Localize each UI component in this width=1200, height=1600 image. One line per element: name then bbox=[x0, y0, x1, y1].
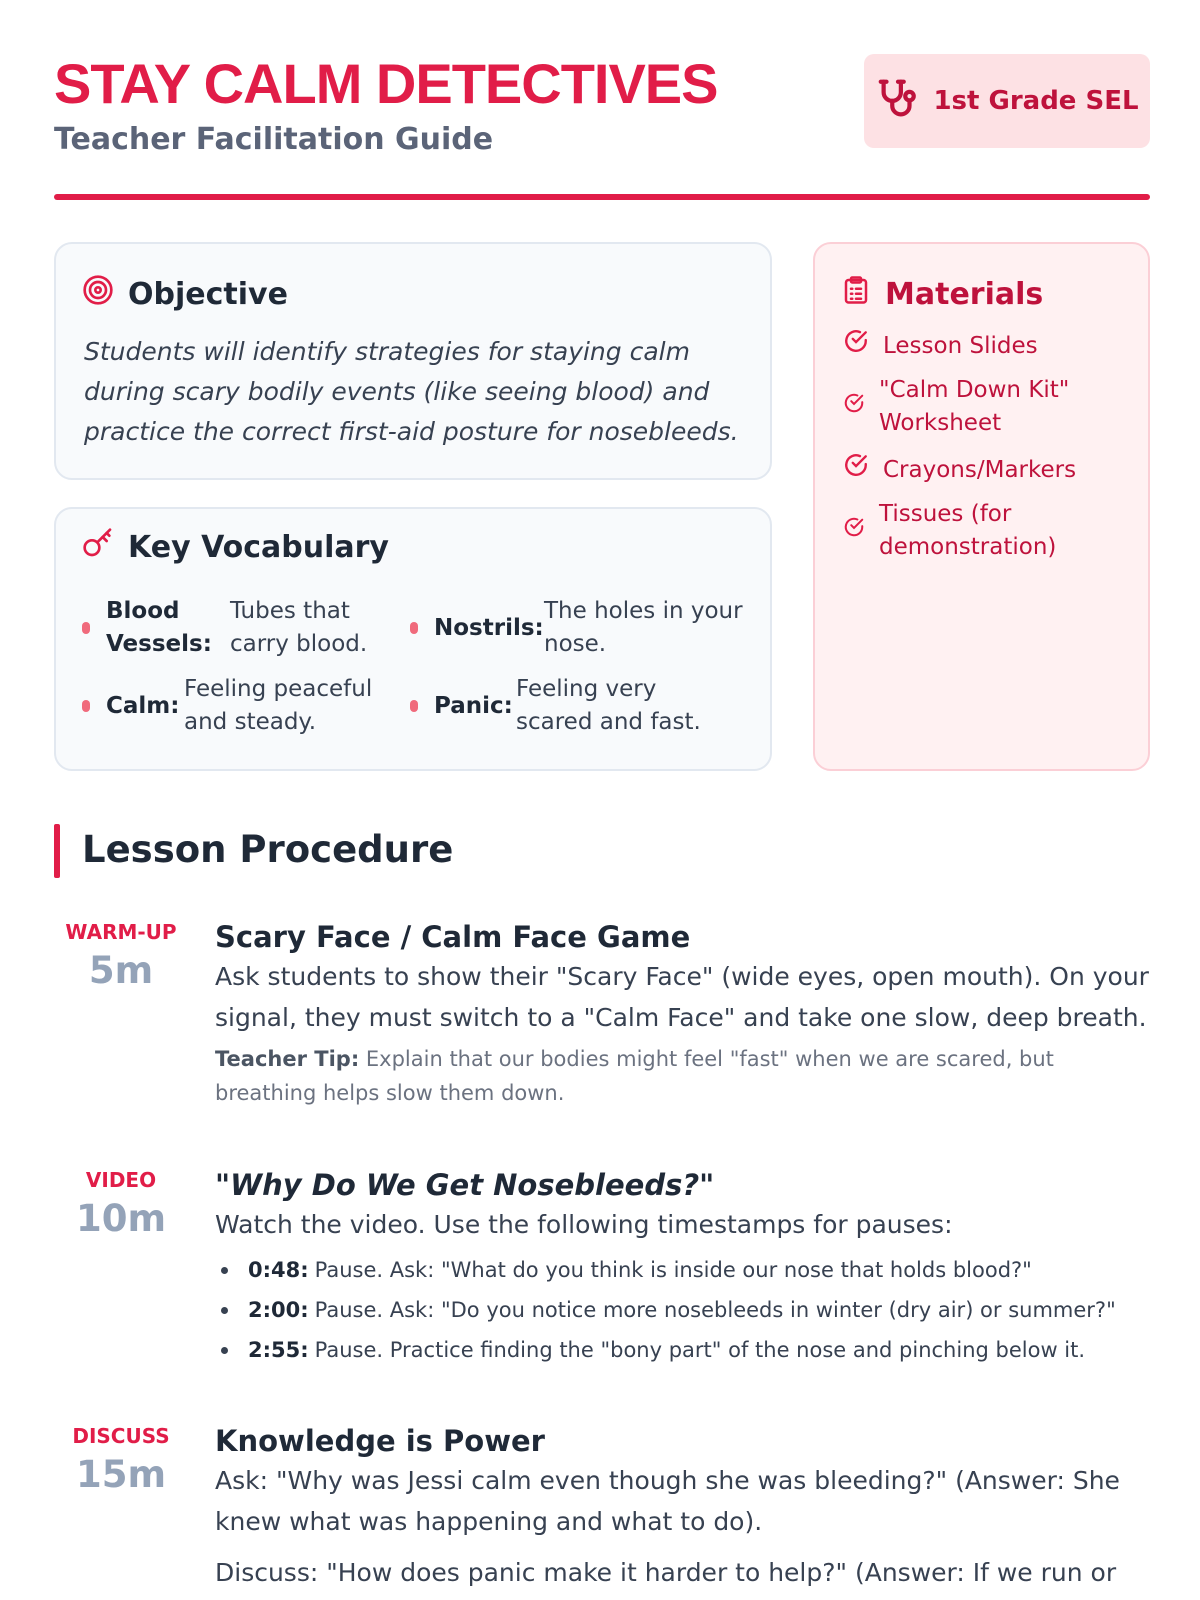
vocab-term: Nostrils: bbox=[434, 614, 544, 641]
step-duration: 15m bbox=[75, 1453, 167, 1496]
grade-badge-label: 1st Grade SEL bbox=[933, 86, 1139, 116]
materials-title: Materials bbox=[885, 276, 1044, 312]
objective-title: Objective bbox=[128, 276, 288, 312]
timestamp-item bbox=[215, 1250, 1150, 1290]
target-icon bbox=[82, 274, 114, 314]
stethoscope-icon bbox=[875, 76, 921, 126]
vocab-item bbox=[82, 595, 368, 661]
vocab-definition: Feeling very scared and fast. bbox=[516, 676, 701, 735]
vocab-item bbox=[410, 673, 731, 739]
vocab-term: Panic: bbox=[434, 692, 513, 719]
vocab-item bbox=[82, 673, 374, 739]
timestamp-text: Pause. Ask: "Do you notice more nosebleeds in winter (dry air) or summer?" bbox=[314, 1298, 1116, 1322]
timestamp-text: Pause. Ask: "What do you think is inside our nose that holds blood?" bbox=[314, 1258, 1032, 1282]
vocab-item bbox=[410, 595, 744, 661]
vocabulary-title: Key Vocabulary bbox=[128, 529, 389, 565]
vocab-term: Blood Vessels: bbox=[106, 598, 212, 657]
vocab-definition: Feeling peaceful and steady. bbox=[184, 676, 373, 735]
check-circle-icon bbox=[843, 515, 865, 548]
check-circle-icon bbox=[843, 452, 869, 488]
material-label: Tissues (for demonstration) bbox=[879, 501, 1057, 560]
material-label: Lesson Slides bbox=[883, 332, 1038, 359]
objective-text: Students will identify strategies for staying calm during scary bodily events (like seeing blood) and practice the correct first-aid posture for nosebleeds. bbox=[84, 337, 739, 446]
procedure-title: Lesson Procedure bbox=[82, 828, 454, 871]
step-title: Knowledge is Power bbox=[215, 1424, 545, 1458]
teacher-tip-label: Teacher Tip: bbox=[215, 1047, 360, 1071]
procedure-accent-bar bbox=[54, 824, 60, 878]
timestamp-list bbox=[215, 1250, 1150, 1370]
material-item bbox=[843, 452, 1076, 488]
page-title: STAY CALM DETECTIVES bbox=[54, 52, 718, 115]
teacher-tip bbox=[215, 1042, 1115, 1110]
timestamp-item bbox=[215, 1330, 1150, 1370]
step-duration: 10m bbox=[75, 1197, 167, 1240]
grade-badge bbox=[864, 54, 1150, 148]
step-body-continued: Discuss: "How does panic make it harder to help?" (Answer: If we run or bbox=[215, 1558, 1117, 1587]
objective-heading bbox=[82, 274, 288, 314]
vocab-definition: Tubes that carry blood. bbox=[230, 598, 368, 657]
step-label: DISCUSS bbox=[72, 1424, 170, 1448]
step-label: VIDEO bbox=[85, 1168, 157, 1192]
step-duration: 5m bbox=[88, 949, 154, 992]
material-item bbox=[843, 328, 1038, 364]
step-body: Watch the video. Use the following timestamps for pauses: bbox=[215, 1210, 953, 1239]
header-divider bbox=[54, 194, 1150, 200]
material-item bbox=[843, 374, 1093, 440]
page-subtitle: Teacher Facilitation Guide bbox=[54, 122, 494, 157]
vocabulary-heading bbox=[82, 527, 389, 567]
vocab-term: Calm: bbox=[106, 692, 180, 719]
key-icon bbox=[82, 527, 114, 567]
materials-heading bbox=[841, 274, 1043, 314]
step-body: Ask students to show their "Scary Face" (wide eyes, open mouth). On your signal, they must switch to a "Calm Face" and take one slow, deep breath. bbox=[215, 962, 1149, 1032]
timestamp-item bbox=[215, 1290, 1150, 1330]
step-title: Scary Face / Calm Face Game bbox=[215, 920, 691, 954]
vocabulary-card bbox=[54, 507, 772, 771]
check-circle-icon bbox=[843, 328, 869, 364]
check-circle-icon bbox=[843, 391, 865, 424]
header bbox=[54, 52, 1150, 202]
materials-card bbox=[813, 242, 1150, 771]
step-title: "Why Do We Get Nosebleeds?" bbox=[215, 1168, 715, 1202]
material-label: Crayons/Markers bbox=[883, 456, 1077, 483]
material-label: "Calm Down Kit" Worksheet bbox=[879, 377, 1070, 436]
step-label: WARM-UP bbox=[65, 920, 177, 944]
step-body: Ask: "Why was Jessi calm even though she was bleeding?" (Answer: She knew what was happening and what to do). bbox=[215, 1466, 1120, 1536]
timestamp: 0:48: bbox=[248, 1258, 309, 1282]
teacher-tip-text: Explain that our bodies might feel "fast" when we are scared, but breathing helps slow them down. bbox=[215, 1047, 1054, 1105]
objective-card bbox=[54, 242, 772, 480]
clipboard-icon bbox=[841, 274, 871, 314]
material-item bbox=[843, 498, 1093, 564]
timestamp-text: Pause. Practice finding the "bony part" of the nose and pinching below it. bbox=[314, 1338, 1086, 1362]
timestamp: 2:00: bbox=[248, 1298, 309, 1322]
timestamp: 2:55: bbox=[248, 1338, 309, 1362]
vocab-definition: The holes in your nose. bbox=[544, 598, 743, 657]
